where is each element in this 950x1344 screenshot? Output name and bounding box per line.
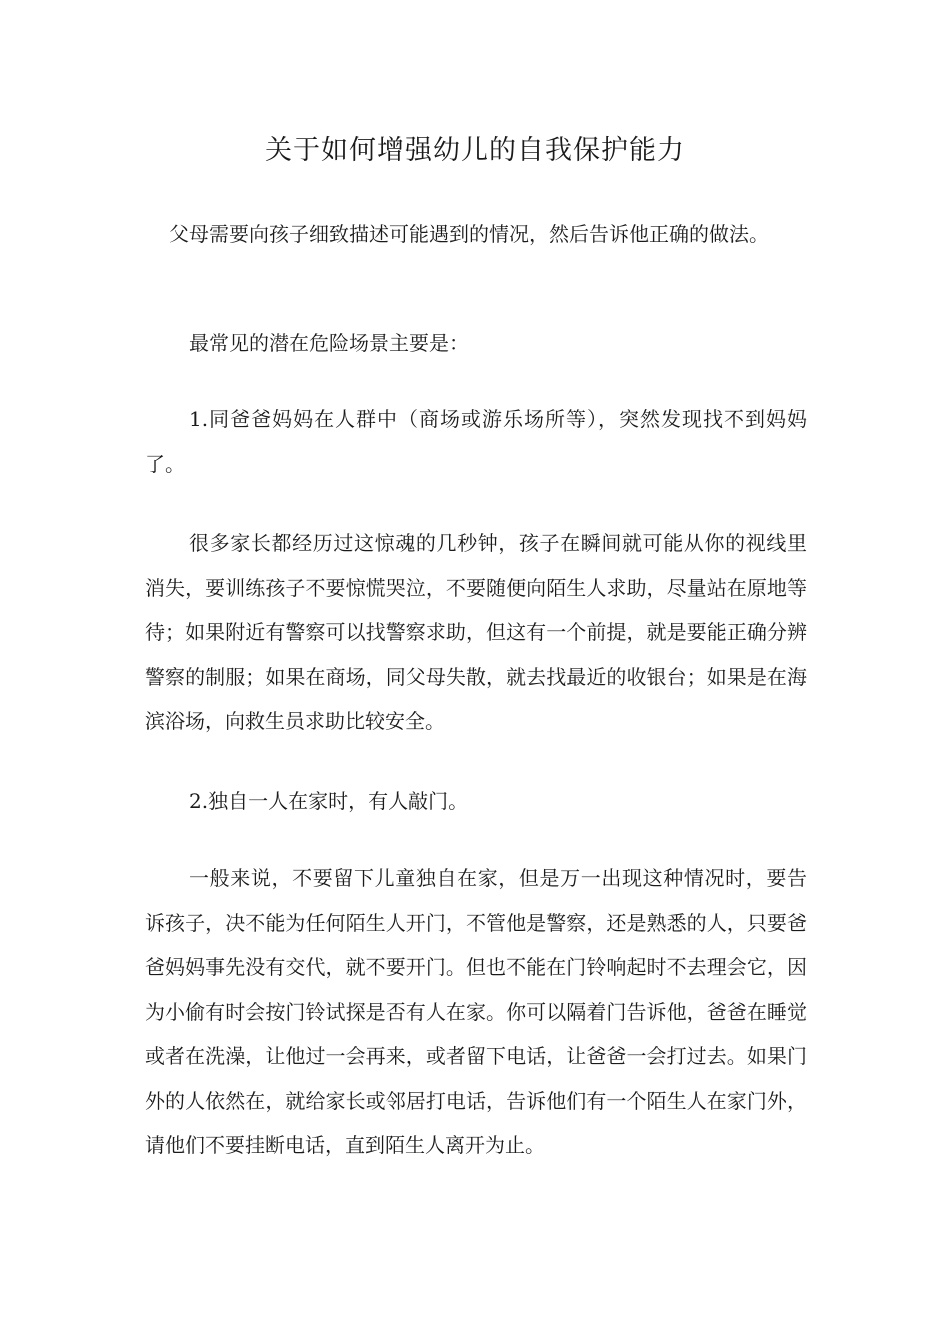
scenario-1-heading: 1.同爸爸妈妈在人群中（商场或游乐场所等），突然发现找不到妈妈了。	[145, 407, 807, 476]
scenario-1-body: 很多家长都经历过这惊魂的几秒钟，孩子在瞬间就可能从你的视线里消失，要训练孩子不要惊慌哭泣，不要随便向陌生人求助，尽量站在原地等待；如果附近有警察可以找警察求助，但这有一个前提，就是要能正确分辨警察的制服；如果在商场，同父母失散，就去找最近的收银台；如果是在海滨浴场，向救生员求助比较安全。	[145, 531, 807, 733]
paragraph-intro: 父母需要向孩子细致描述可能遇到的情况，然后告诉他正确的做法。	[169, 222, 769, 246]
scenario-2-heading: 2.独自一人在家时，有人敲门。	[189, 789, 469, 813]
document-title: 关于如何增强幼儿的自我保护能力	[265, 135, 685, 166]
scenario-2-body: 一般来说，不要留下儿童独自在家，但是万一出现这种情况时，要告诉孩子，决不能为任何陌生人开门，不管他是警察，还是熟悉的人，只要爸爸妈妈事先没有交代，就不要开门。但也不能在门铃响起时不去理会它，因为小偷有时会按门铃试探是否有人在家。你可以隔着门告诉他，爸爸在睡觉或者在洗澡，让他过一会再来，或者留下电话，让爸爸一会打过去。如果门外的人依然在，就给家长或邻居打电话，告诉他们有一个陌生人在家门外，请他们不要挂断电话，直到陌生人离开为止。	[145, 866, 807, 1157]
paragraph-common-scenarios: 最常见的潜在危险场景主要是：	[189, 331, 469, 355]
